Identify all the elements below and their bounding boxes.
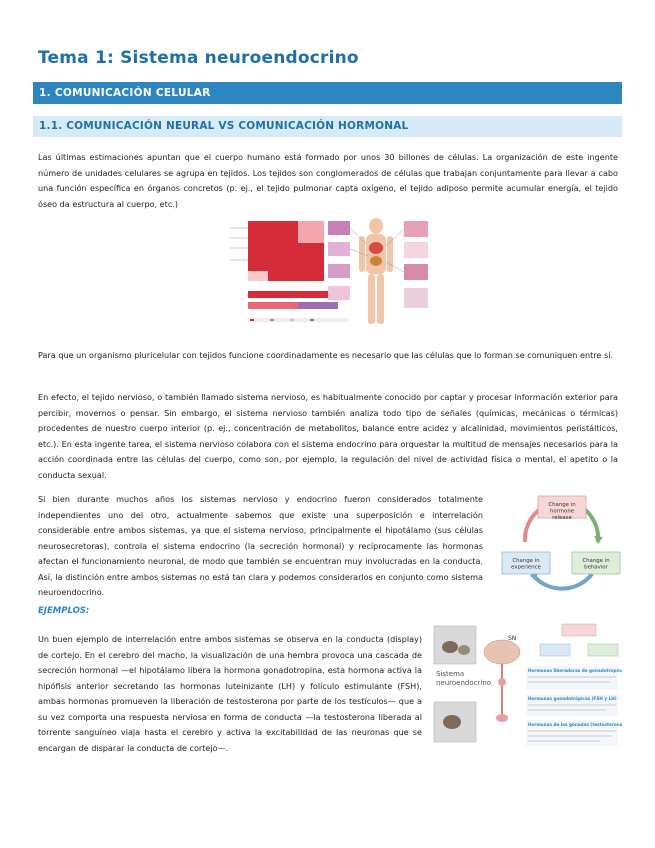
sn-label: SN xyxy=(508,635,517,642)
tissue-figure xyxy=(228,216,430,330)
neuro-figure-label-line2: neuroendocrino xyxy=(436,679,492,687)
tissue-bar-3 xyxy=(298,302,338,309)
neuro-text-1: Hormonas liberadoras de gonadotropinas xyxy=(528,668,622,673)
tissue-tile-7 xyxy=(404,264,428,280)
tissue-tile-2 xyxy=(328,242,350,256)
body-organs-lower xyxy=(370,256,382,266)
paragraph-1: Las últimas estimaciones apuntan que el cuerpo humano está formado por unos 30 billones de células. La organización de este ingente número de unidades celulares se agrupa en tejidos. Los tejidos son conglomerados de células que trabajan conjuntamente para llevar a cabo una función específica en órganos concretos (p. ej., el tejido pulmonar capta oxígeno, el tejido adiposo permite acumular energía, el tejido óseo da estructura al cuerpo, etc.) xyxy=(38,152,618,209)
page-title: Tema 1: Sistema neuroendocrino xyxy=(38,48,359,68)
mini-cycle-top xyxy=(562,624,596,636)
gonad-node xyxy=(496,714,508,722)
section-heading: 1. COMUNICACIÓN CELULAR xyxy=(33,82,622,104)
mini-cycle-left xyxy=(540,644,570,656)
tissue-tile-1 xyxy=(328,221,350,235)
neuro-text-2: Hormonas gonadotrópicas (FSH y LH) xyxy=(528,696,617,701)
paragraph-5: Un buen ejemplo de interrelación entre ambos sistemas se observa en la conducta (display) de cortejo. En el cerebro del macho, la visualización de una hembra provoca una cascada de secreción hormonal —el hipotálamo libera la hormona gonadotropina, esta hormona activa la hipófisis anterior secretando las hormonas luteinizante (LH) y folículo estimulante (FSH), ambas hormonas promueven la liberación de testosterona por parte de los testículos— que a su vez comporta una respuesta nerviosa en forma de conducta —la testosterona liberada al torrente sanguíneo viaja hasta el cerebro y activa la excitabilidad de las neuronas que se encargan de disparar la conducta de cortejo—. xyxy=(38,634,422,753)
cycle-label-left: Change in experience xyxy=(511,558,541,571)
brain-illustration xyxy=(484,640,520,664)
body-left-arm xyxy=(359,236,365,272)
body-left-leg xyxy=(368,274,375,324)
mini-cycle-right xyxy=(588,644,618,656)
neuroendocrine-figure xyxy=(430,622,622,750)
tissue-bar-2 xyxy=(248,302,298,309)
tissue-sub-block xyxy=(298,221,324,243)
tissue-tile-3 xyxy=(328,264,350,278)
body-head xyxy=(369,218,383,234)
cycle-diagram-art xyxy=(500,494,622,596)
pituitary-node xyxy=(498,678,506,686)
tissue-tile-5 xyxy=(404,221,428,237)
paragraph-4: Si bien durante muchos años los sistemas nervioso y endocrino fueron considerados totalmente independientes uno del otro, actualmente sabemos que existe una superposición e interrelación considerable entre ambos sistemas, ya que el sistema nervioso, principalmente el hipotálamo (sus células neurosecretoras), controla el sistema endocrino (la secreción hormonal) y recíprocamente las hormonas afectan el funcionamiento neuronal, de modo que también se encuentran muy involucradas en la conducta. Así, la distinción entre ambos sistemas no está tan clara y podemos considerarlos en conjunto como sistema neuroendocrino. xyxy=(38,494,483,597)
tissue-small-block xyxy=(248,271,268,281)
neuro-text-3: Hormonas de las gónadas (testosterona) xyxy=(528,722,622,727)
tissue-tile-8 xyxy=(404,288,428,308)
cycle-label-right: Change in behavior xyxy=(582,558,610,571)
neuro-figure-label-line1: Sistema xyxy=(436,670,465,678)
cycle-label-top: Change in hormone release xyxy=(548,502,576,521)
cycle-diagram xyxy=(500,494,622,596)
subsection-heading: 1.1. COMUNICACIÓN NEURAL VS COMUNICACIÓN HORMONAL xyxy=(33,116,622,137)
tissue-legend-strip xyxy=(248,318,348,322)
neuroendocrine-figure-art xyxy=(430,622,622,750)
tissue-tile-4 xyxy=(328,286,350,300)
paragraph-3: En efecto, el tejido nervioso, o también llamado sistema nervioso, es habitualmente conocido por captar y procesar información exterior para percibir, movernos o pensar. Sin embargo, el sistema nervioso también analiza todo tipo de señales (químicas, mecánicas o térmicas) procedentes de nuestro cuerpo interior (p. ej., concentración de metabolitos, balance entre acidez y alcalinidad, movimientos peristálticos, etc.). En esta ingente tarea, el sistema nervioso colabora con el sistema endocrino para orquestar la multitud de mensajes necesarios para la acción coordinada entre las células del cuerpo, como son, por ejemplo, la regulación del nivel de actividad física o mental, el apetito o la conducta sexual. xyxy=(38,392,618,480)
body-right-arm xyxy=(387,236,393,272)
tissue-bar-1 xyxy=(248,291,338,298)
paragraph-2: Para que un organismo pluricelular con tejidos funcione coordinadamente es necesario que las células que lo forman se comuniquen entre sí. xyxy=(38,350,614,360)
body-right-leg xyxy=(377,274,384,324)
tissue-figure-art xyxy=(228,216,430,330)
cycle-arrow-bottom xyxy=(532,574,592,589)
tissue-tile-6 xyxy=(404,242,428,258)
body-organs xyxy=(369,242,383,254)
examples-heading: EJEMPLOS: xyxy=(38,606,90,616)
